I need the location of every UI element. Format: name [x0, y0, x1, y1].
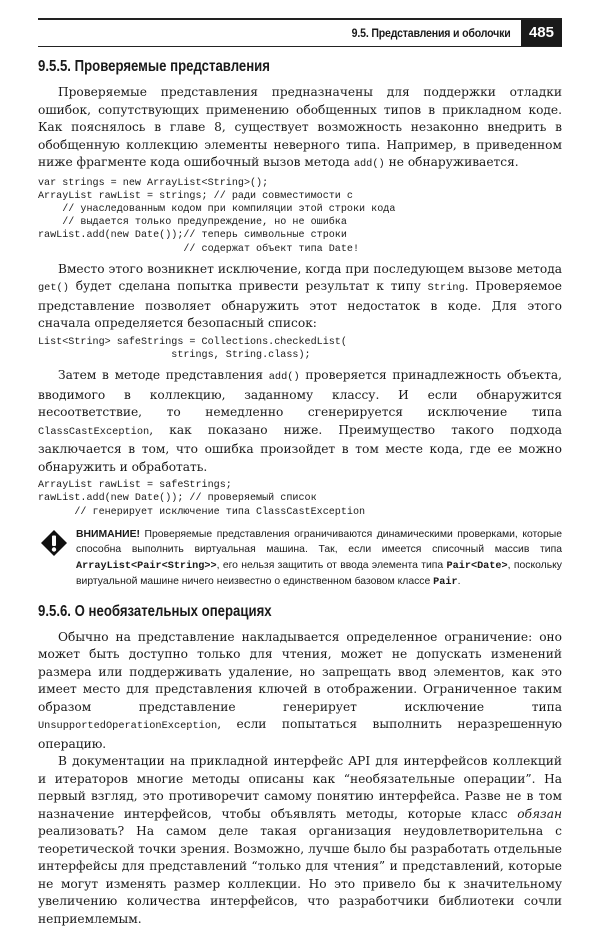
code-listing: var strings = new ArrayList<String>(); ArrayList rawList = strings; // ради совместимости с // унаследованным кодом при компиляции этой строки кода // выдается только предупреждение, но не ошибка rawList.add(new Date());// теперь символьные строки // содержат объект типа Date! [38, 177, 396, 255]
inline-code: UnsupportedOperationException [38, 720, 218, 733]
warning-icon [40, 529, 68, 561]
inline-code: String [427, 282, 465, 295]
inline-code: ArrayList<Pair<String>> [76, 560, 217, 572]
inline-code: Pair<Date> [446, 560, 508, 572]
emphasis: обязан [517, 806, 562, 821]
inline-code: add() [268, 371, 300, 384]
warning-label: ВНИМАНИЕ! [76, 528, 140, 540]
code-listing: ArrayList rawList = safeStrings; rawList.add(new Date()); // проверяемый список // генерирует исключение типа ClassCastException [38, 480, 366, 518]
section-heading-checked-views: 9.5.5. Проверяемые представления [38, 58, 270, 75]
page-number: 485 [521, 20, 562, 46]
inline-code: add() [353, 158, 385, 170]
paragraph: Затем в методе представления add() проверяется принадлежность объекта, вводимого в коллекцию, заданному классу. И если обнаружится несоответствие, то немедленно сгенерируется исключение типа ClassCastException, как показано ниже. Преимущество такого подхода заключается в том, что ошибка произойдет в том месте кода, где ее можно обнаружить и обработать. [38, 368, 562, 474]
warning-text: ВНИМАНИЕ! Проверяемые представления ограничиваются динамическими проверками, которые способна выполнить виртуальная машина. Так, если имеется списочный массив типа ArrayList<Pair<String>>, его нельзя защитить от ввода элемента типа Pair<Date>, поскольку виртуальной машине ничего неизвестно о единственном базовом классе Pair. [76, 528, 562, 589]
warning-note [38, 527, 562, 591]
code-listing: List<String> safeStrings = Collections.checkedList( strings, String.class); [38, 336, 347, 361]
paragraph: В документации на прикладной интерфейс API для интерфейсов коллекций и итераторов многие методы описаны как “необязательные операции”. На первый взгляд, это противоречит самому понятию интерфейса. Разве не в том назначение интерфейсов, чтобы объявлять методы, которые класс обязан реализовать? На самом деле такая организация неудовлетворительна с теоретической точки зрения. Возможно, лучше было бы разработать отдельные интерфейсы для представлений “только для чтения” и представлений, которые не могут изменять размер коллекции. Но это привело бы к значительному увеличению количества интерфейсов, что разработчики библиотеки сочли неприемлемым. [38, 754, 562, 926]
running-title: 9.5. Представления и оболочки [352, 26, 511, 40]
inline-code: Pair [433, 577, 458, 589]
page-content [38, 58, 562, 928]
inline-code: ClassCastException [38, 425, 150, 438]
section-heading-optional-operations: 9.5.6. О необязательных операциях [38, 602, 272, 620]
paragraph: Вместо этого возникнет исключение, когда при последующем вызове метода get() будет сделана попытка привести результат к типу String. Проверяемое представление позволяет обнаружить этот недостаток в коде. Для этого сначала определяется безопасный список: [38, 261, 562, 331]
inline-code: get() [38, 282, 69, 295]
page-header [38, 18, 562, 47]
paragraph: Проверяемые представления предназначены для поддержки отладки ошибок, сопутствующих применению обобщенных типов в прикладном коде. Как пояснялось в главе 8, существует возможность незаконно внедрить в обобщенную коллекцию элементы неверного типа. Например, в приведенном ниже фрагменте кода ошибочный вызов метода add() не обнаруживается. [38, 85, 562, 170]
paragraph: Обычно на представление накладывается определенное ограничение: оно может быть доступно только для чтения, может не допускать изменений размера или поддерживать удаление, но запрещать ввод элементов, как это имеет место для представления ключей в отображении. Ограниченное таким образом представление генерирует исключение типа UnsupportedOperationException, если попытаться выполнить неразрешенную операцию. [38, 629, 562, 751]
